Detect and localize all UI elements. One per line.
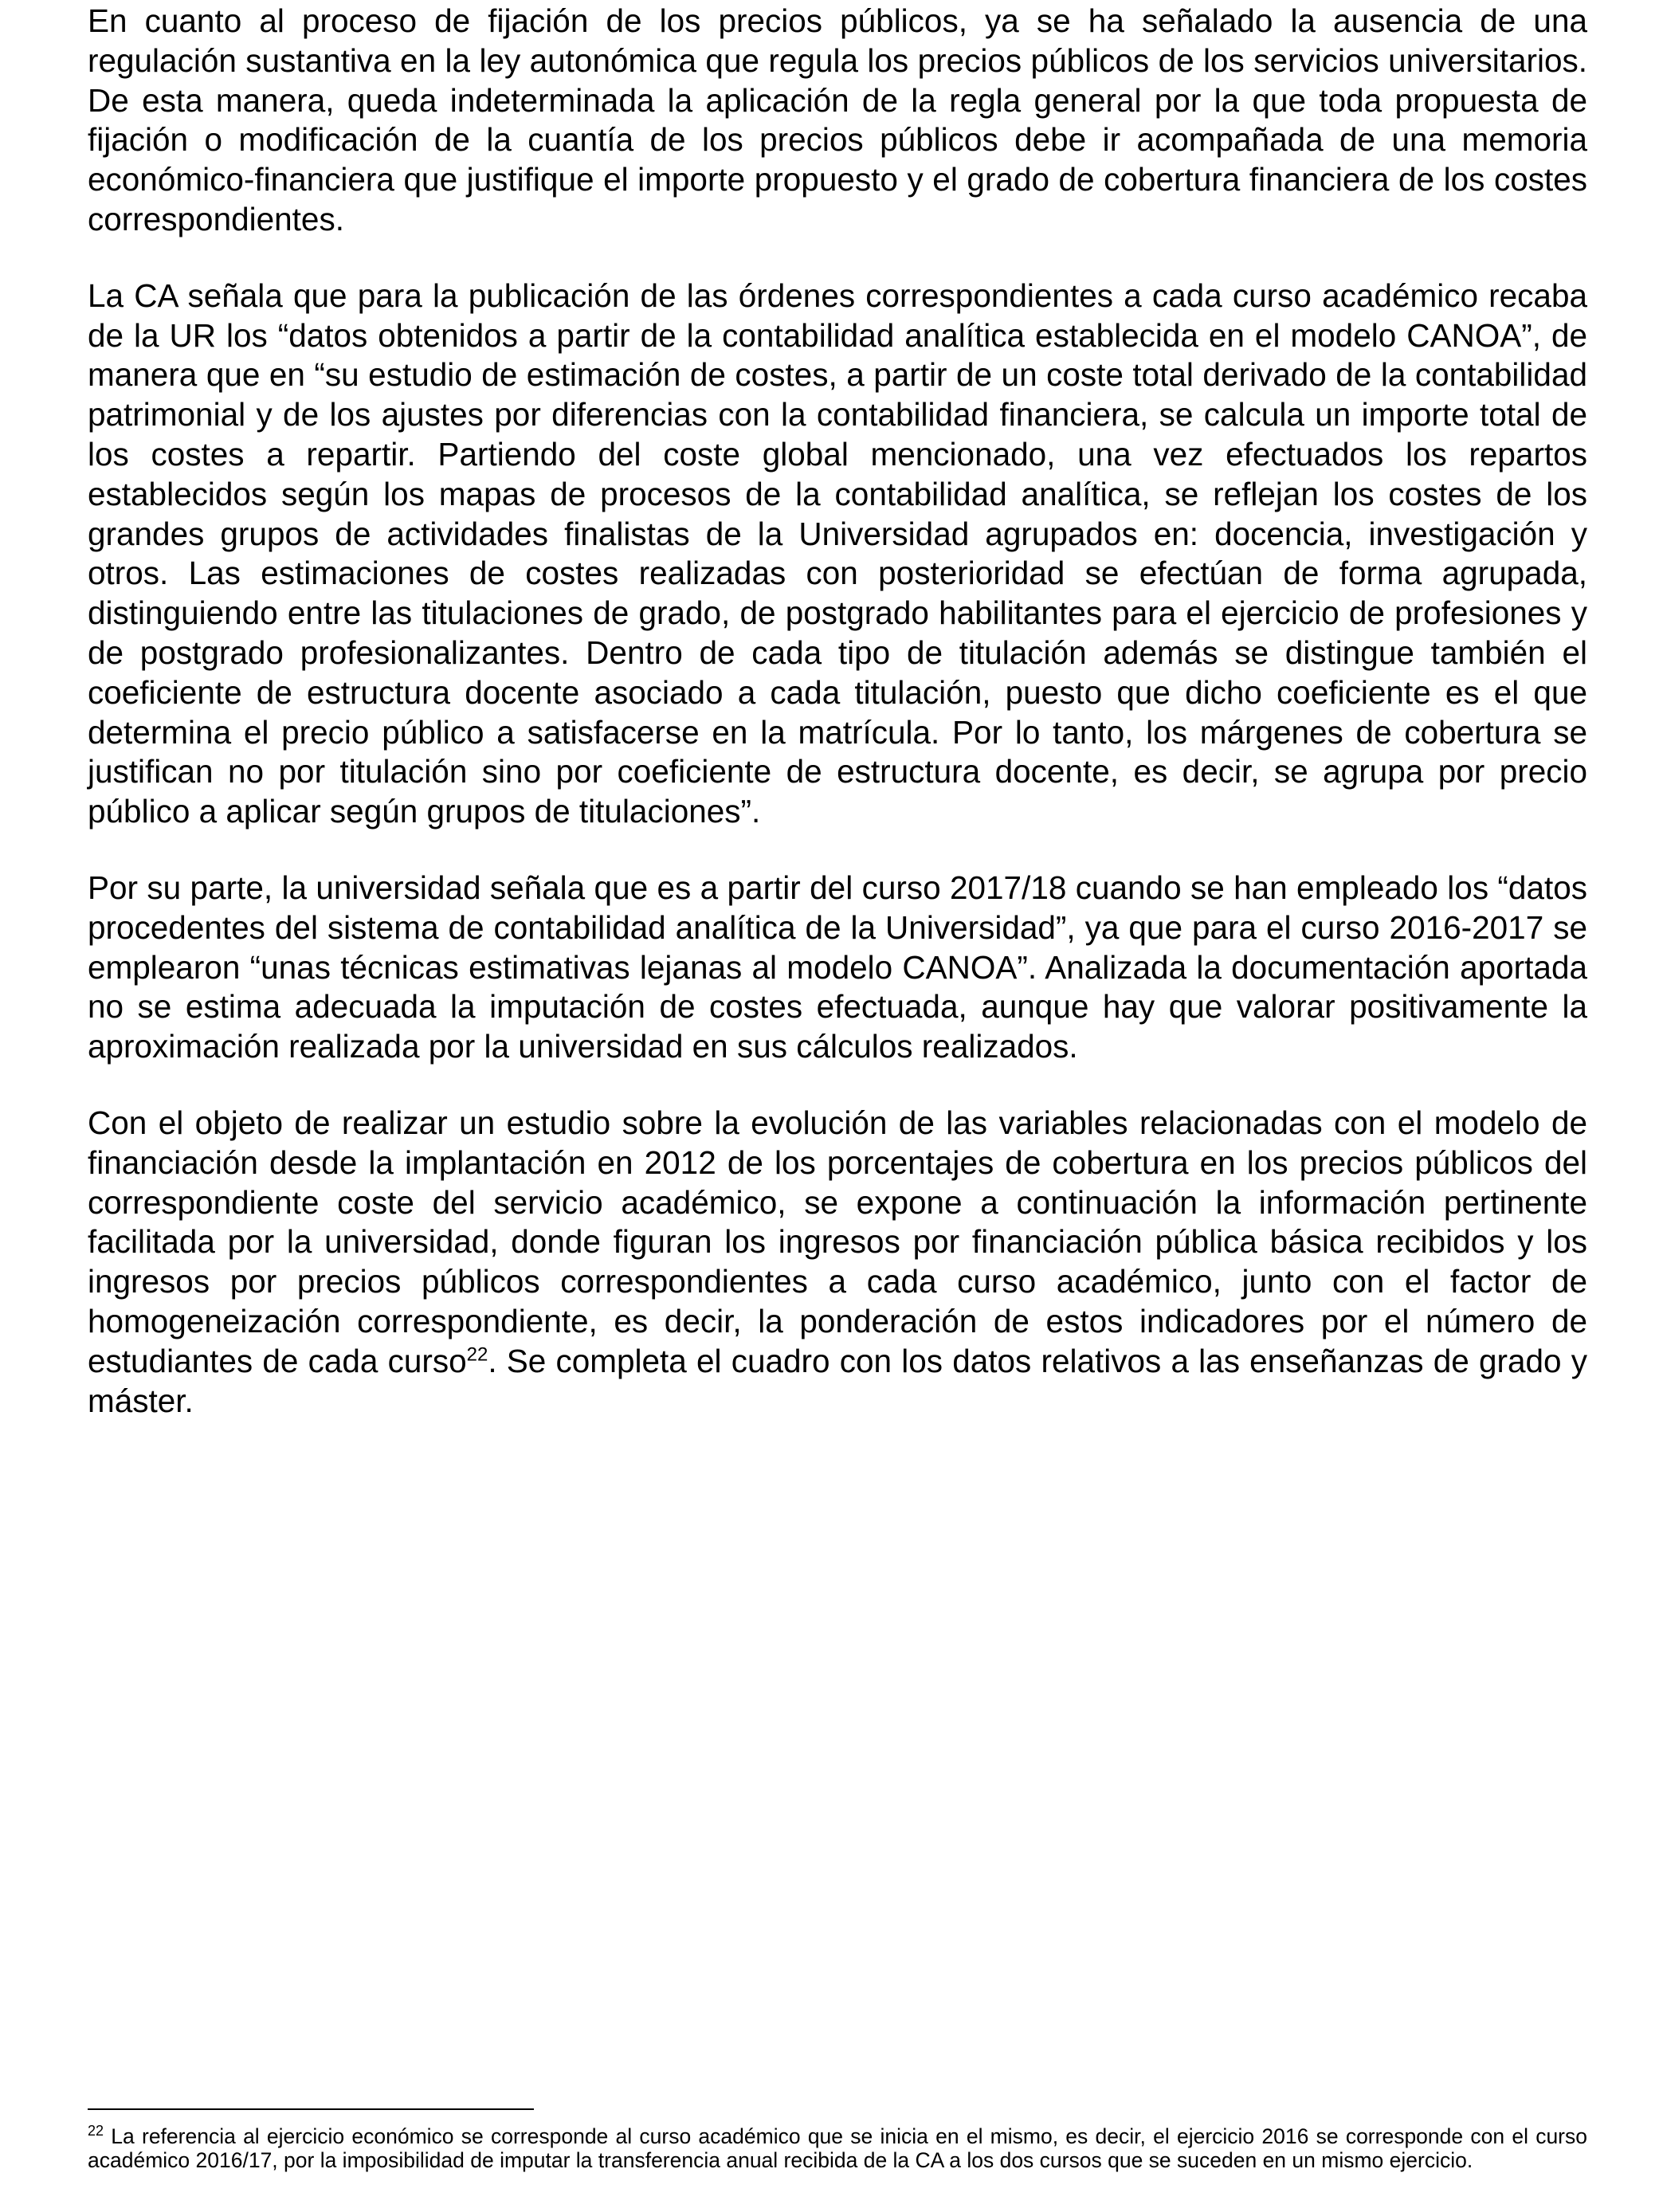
- footnote: [88, 2124, 1587, 2172]
- paragraph-university-costs: Por su parte, la universidad señala que es a partir del curso 2017/18 cuando se han empleado los “datos procedentes del sistema de contabilidad analítica de la Universidad”, ya que para el curso 2016-2017 se emplearon “unas técnicas estimativas lejanas al modelo CANOA”. Analizada la documentación aportada no se estima adecuada la imputación de costes efectuada, aunque hay que valorar positivamente la aproximación realizada por la universidad en sus cálculos realizados.: [88, 869, 1587, 1065]
- footnote-reference: 22: [466, 1343, 488, 1366]
- body-text: [88, 2, 1587, 1457]
- footnote-separator: [88, 2108, 534, 2110]
- paragraph-financing-study: [88, 1104, 1587, 1421]
- paragraph-price-setting: En cuanto al proceso de fijación de los precios públicos, ya se ha señalado la ausencia de una regulación sustantiva en la ley autonómica que regula los precios públicos de los servicios universitarios. De esta manera, queda indeterminada la aplicación de la regla general por la que toda propuesta de fijación o modificación de la cuantía de los precios públicos debe ir acompañada de una memoria económico-financiera que justifique el importe propuesto y el grado de cobertura financiera de los costes correspondientes.: [88, 2, 1587, 237]
- paragraph-text-before: Con el objeto de realizar un estudio sobre la evolución de las variables relacionadas con el modelo de financiación desde la implantación en 2012 de los porcentajes de cobertura en los precios públicos del correspondiente coste del servicio académico, se expone a continuación la información pertinente facilitada por la universidad, donde figuran los ingresos por financiación pública básica recibidos y los ingresos por precios públicos correspondientes a cada curso académico, junto con el factor de homogeneización correspondiente, es decir, la ponderación de estos indicadores por el número de estudiantes de cada curso: [88, 1104, 1587, 1379]
- footnote-number: 22: [88, 2123, 104, 2139]
- footnote-text: La referencia al ejercicio económico se corresponde al curso académico que se inicia en el mismo, es decir, el ejercicio 2016 se corresponde con el curso académico 2016/17, por la imposibilidad de imputar la transferencia anual recibida de la CA a los dos cursos que se suceden en un mismo ejercicio.: [88, 2124, 1587, 2172]
- paragraph-ca-orders: La CA señala que para la publicación de las órdenes correspondientes a cada curso académico recaba de la UR los “datos obtenidos a partir de la contabilidad analítica establecida en el modelo CANOA”, de manera que en “su estudio de estimación de costes, a partir de un coste total derivado de la contabilidad patrimonial y de los ajustes por diferencias con la contabilidad financiera, se calcula un importe total de los costes a repartir. Partiendo del coste global mencionado, una vez efectuados los repartos establecidos según los mapas de procesos de la contabilidad analítica, se reflejan los costes de los grandes grupos de actividades finalistas de la Universidad agrupados en: docencia, investigación y otros. Las estimaciones de costes realizadas con posterioridad se efectúan de forma agrupada, distinguiendo entre las titulaciones de grado, de postgrado habilitantes para el ejercicio de profesiones y de postgrado profesionalizantes. Dentro de cada tipo de titulación además se distingue también el coeficiente de estructura docente asociado a cada titulación, puesto que dicho coeficiente es el que determina el precio público a satisfacerse en la matrícula. Por lo tanto, los márgenes de cobertura se justifican no por titulación sino por coeficiente de estructura docente, es decir, se agrupa por precio público a aplicar según grupos de titulaciones”.: [88, 276, 1587, 830]
- paragraph-text-after: . Se completa el cuadro con los datos relativos a las enseñanzas de grado y máster.: [88, 1342, 1587, 1419]
